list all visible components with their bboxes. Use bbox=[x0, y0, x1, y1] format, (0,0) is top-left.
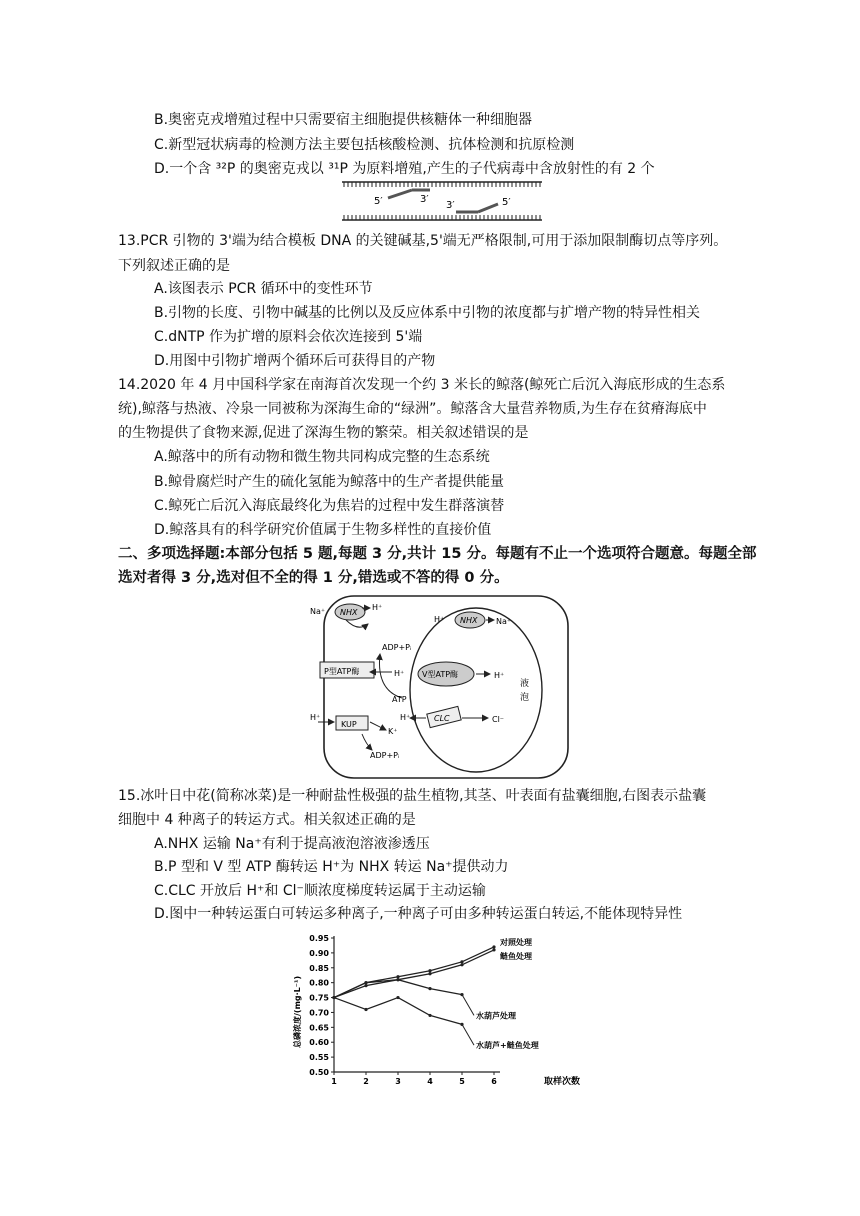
series-point-silver-carp bbox=[492, 948, 495, 951]
q14-stem-line-2: 统),鲸落与热液、冷泉一同被称为深海生命的“绿洲”。鲸落含大量营养物质,为生存在贫瘠海底中 bbox=[118, 401, 707, 417]
legend-label-silver-carp: 鲢鱼处理 bbox=[500, 951, 532, 961]
q15-option-b: B.P 型和 V 型 ATP 酶转运 H⁺为 NHX 转运 Na⁺提供动力 bbox=[154, 859, 509, 875]
y-tick-label: 0.60 bbox=[309, 1038, 329, 1048]
na-vacuole-label: Na⁺ bbox=[496, 617, 512, 626]
chart-y-axis-label: 总磷浓度/(mg·L⁻¹) bbox=[293, 975, 302, 1048]
legend-leader-water-hyacinth-plus-carp bbox=[462, 1024, 474, 1045]
svg-text:NHX: NHX bbox=[340, 608, 358, 617]
series-point-water-hyacinth bbox=[364, 981, 367, 984]
pcr-label-3-left: 3′ bbox=[420, 194, 429, 205]
y-tick-label: 0.50 bbox=[309, 1068, 329, 1077]
q13-stem-line-2: 下列叙述正确的是 bbox=[118, 258, 230, 274]
x-tick-label: 5 bbox=[459, 1077, 465, 1086]
atp-label: ATP bbox=[392, 695, 407, 704]
svg-text:CLC: CLC bbox=[434, 714, 450, 723]
pcr-label-5-left: 5′ bbox=[374, 196, 383, 207]
q14-option-d: D.鲸落具有的科学研究价值属于生物多样性的直接价值 bbox=[154, 522, 492, 538]
y-tick-label: 0.85 bbox=[309, 963, 329, 973]
pcr-primer-figure bbox=[338, 178, 548, 224]
y-tick-label: 0.95 bbox=[309, 934, 329, 943]
series-point-silver-carp bbox=[428, 972, 431, 975]
q14-stem-line-1: 14.2020 年 4 月中国科学家在南海首次发现一个约 3 米长的鲸落(鲸死亡后沉入海底形成的生态系 bbox=[118, 377, 726, 393]
q13-option-b: B.引物的长度、引物中碱基的比例以及反应体系中引物的浓度都与扩增产物的特异性相关 bbox=[154, 305, 701, 321]
q13-option-d: D.用图中引物扩增两个循环后可获得目的产物 bbox=[154, 353, 436, 369]
x-tick-label: 2 bbox=[363, 1077, 369, 1086]
nhx-transporter-vacuole bbox=[455, 612, 485, 628]
chart-x-axis-label: 取样次数 bbox=[544, 1077, 581, 1087]
p-type-atpase bbox=[320, 662, 374, 678]
x-tick-label: 4 bbox=[427, 1077, 433, 1086]
svg-text:P型ATP酶: P型ATP酶 bbox=[324, 667, 360, 676]
phosphorus-line-chart bbox=[288, 930, 598, 1090]
series-point-control bbox=[396, 975, 399, 978]
y-tick-label: 0.90 bbox=[309, 948, 329, 958]
series-point-water-hyacinth bbox=[396, 978, 399, 981]
v-type-atpase bbox=[418, 662, 474, 686]
h-vacuole-label: H⁺ bbox=[434, 615, 445, 624]
x-tick-label: 6 bbox=[491, 1077, 497, 1086]
legend-label-control: 对照处理 bbox=[500, 937, 532, 947]
series-point-silver-carp bbox=[364, 984, 367, 987]
svg-text:KUP: KUP bbox=[341, 720, 357, 729]
pcr-label-3-right: 3′ bbox=[446, 200, 455, 211]
series-point-water-hyacinth-plus-carp bbox=[364, 1008, 367, 1011]
svg-text:V型ATP酶: V型ATP酶 bbox=[422, 670, 459, 679]
q15-option-a: A.NHX 运输 Na⁺有利于提高液泡溶液渗透压 bbox=[154, 836, 430, 852]
kup-transporter bbox=[336, 716, 368, 730]
cl-label: Cl⁻ bbox=[492, 715, 505, 724]
pcr-label-5-right: 5′ bbox=[502, 197, 511, 208]
series-point-control bbox=[428, 969, 431, 972]
legend-label-water-hyacinth-plus-carp: 水葫芦+鲢鱼处理 bbox=[476, 1041, 539, 1051]
h-clc-label: H⁺ bbox=[400, 713, 411, 722]
k-inside-label: K⁺ bbox=[388, 727, 398, 736]
q15-stem-line-2: 细胞中 4 种离子的转运方式。相关叙述正确的是 bbox=[118, 812, 416, 828]
q13-option-c: C.dNTP 作为扩增的原料会依次连接到 5'端 bbox=[154, 329, 423, 345]
q15-option-d: D.图中一种转运蛋白可转运多种离子,一种离子可由多种转运蛋白转运,不能体现特异性 bbox=[154, 906, 683, 922]
q14-stem-line-3: 的生物提供了食物来源,促进了深海生物的繁荣。相关叙述错误的是 bbox=[118, 425, 529, 441]
legend-leader-water-hyacinth bbox=[462, 995, 474, 1016]
q14-option-b: B.鲸骨腐烂时产生的硫化氢能为鲸落中的生产者提供能量 bbox=[154, 474, 505, 490]
series-point-control bbox=[460, 960, 463, 963]
y-tick-label: 0.75 bbox=[309, 993, 329, 1003]
h-middle-label: H⁺ bbox=[394, 669, 405, 678]
h-right-label: H⁺ bbox=[494, 671, 505, 680]
adp-pi-label-top: ADP+Pᵢ bbox=[382, 643, 412, 652]
adp-pi-label-bottom: ADP+Pᵢ bbox=[370, 751, 400, 760]
nhx-transporter-membrane bbox=[335, 604, 365, 620]
y-tick-label: 0.80 bbox=[309, 978, 329, 988]
q13-option-a: A.该图表示 PCR 循环中的变性环节 bbox=[154, 281, 373, 297]
y-tick-label: 0.65 bbox=[309, 1023, 329, 1033]
series-line-water-hyacinth-plus-carp bbox=[334, 998, 462, 1025]
section2-heading-line-1: 二、多项选择题:本部分包括 5 题,每题 3 分,共计 15 分。每题有不止一个选项符合题意。每题全部 bbox=[118, 546, 757, 562]
q13-stem-line-1: 13.PCR 引物的 3'端为结合模板 DNA 的关键碱基,5'端无严格限制,可用于添加限制酶切点等序列。 bbox=[118, 233, 728, 249]
q14-option-c: C.鲸死亡后沉入海底最终化为焦岩的过程中发生群落演替 bbox=[154, 498, 505, 514]
series-line-water-hyacinth bbox=[334, 980, 462, 998]
vacuole-label-1: 液 bbox=[520, 679, 530, 689]
legend-label-water-hyacinth: 水葫芦处理 bbox=[476, 1011, 516, 1021]
x-tick-label: 1 bbox=[331, 1077, 337, 1086]
vacuole-label-2: 泡 bbox=[520, 693, 530, 703]
y-tick-label: 0.55 bbox=[309, 1053, 329, 1063]
q14-option-a: A.鲸落中的所有动物和微生物共同构成完整的生态系统 bbox=[154, 449, 490, 465]
series-line-control bbox=[334, 947, 494, 998]
series-point-silver-carp bbox=[460, 963, 463, 966]
h-outside-label: H⁺ bbox=[372, 603, 383, 612]
svg-text:NHX: NHX bbox=[460, 616, 478, 625]
cell-membrane bbox=[324, 596, 568, 778]
series-point-control bbox=[492, 945, 495, 948]
vacuole bbox=[410, 608, 542, 772]
q12-option-d: D.一个含 ³²P 的奥密克戎以 ³¹P 为原料增殖,产生的子代病毒中含放射性的有 2 个 bbox=[154, 161, 655, 177]
series-point-water-hyacinth-plus-carp bbox=[428, 1014, 431, 1017]
q15-stem-line-1: 15.冰叶日中花(简称冰菜)是一种耐盐性极强的盐生植物,其茎、叶表面有盐囊细胞,右图表示盐囊 bbox=[118, 788, 707, 804]
salt-bladder-cell-diagram bbox=[306, 594, 570, 780]
series-point-water-hyacinth bbox=[428, 987, 431, 990]
x-tick-label: 3 bbox=[395, 1077, 401, 1086]
series-point-water-hyacinth-plus-carp bbox=[332, 996, 335, 999]
na-outside-label: Na⁺ bbox=[310, 607, 326, 616]
y-tick-label: 0.70 bbox=[309, 1008, 329, 1018]
q12-option-b: B.奥密克戎增殖过程中只需要宿主细胞提供核糖体一种细胞器 bbox=[154, 112, 533, 128]
q12-option-c: C.新型冠状病毒的检测方法主要包括核酸检测、抗体检测和抗原检测 bbox=[154, 137, 575, 153]
q15-option-c: C.CLC 开放后 H⁺和 Cl⁻顺浓度梯度转运属于主动运输 bbox=[154, 883, 486, 899]
series-point-water-hyacinth-plus-carp bbox=[396, 996, 399, 999]
clc-channel bbox=[427, 706, 461, 727]
section2-heading-line-2: 选对者得 3 分,选对但不全的得 1 分,错选或不答的得 0 分。 bbox=[118, 570, 509, 586]
h-kup-label: H⁺ bbox=[310, 713, 321, 722]
